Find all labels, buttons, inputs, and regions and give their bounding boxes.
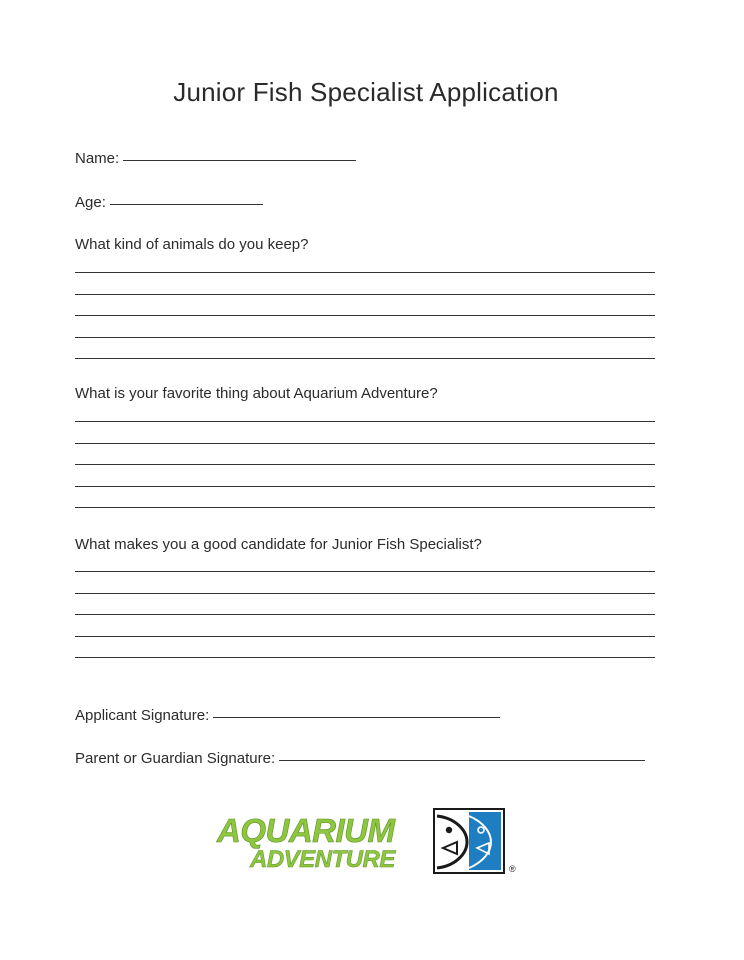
age-field: [75, 194, 263, 211]
answer-line[interactable]: [75, 657, 655, 658]
applicant-signature-blank[interactable]: [213, 716, 500, 718]
question-1: What kind of animals do you keep?: [75, 236, 309, 253]
guardian-signature-label: Parent or Guardian Signature:: [75, 750, 276, 767]
age-blank[interactable]: [110, 203, 263, 205]
answer-line[interactable]: [75, 421, 655, 422]
aquarium-adventure-logo: [215, 808, 520, 880]
guardian-signature-field: [75, 750, 645, 767]
answer-line[interactable]: [75, 507, 655, 508]
age-label: Age:: [75, 194, 106, 211]
name-field: [75, 150, 356, 167]
question-2: What is your favorite thing about Aquarium Adventure?: [75, 385, 438, 402]
answer-lines-1[interactable]: [75, 272, 655, 380]
guardian-signature-blank[interactable]: [279, 759, 645, 761]
fish-face-icon: [433, 808, 505, 874]
answer-line[interactable]: [75, 636, 655, 637]
question-3: What makes you a good candidate for Junior Fish Specialist?: [75, 536, 482, 553]
answer-line[interactable]: [75, 272, 655, 273]
answer-line[interactable]: [75, 464, 655, 465]
logo-line-1: AQUARIUM: [217, 812, 395, 849]
answer-line[interactable]: [75, 315, 655, 316]
answer-line[interactable]: [75, 571, 655, 572]
answer-line[interactable]: [75, 337, 655, 338]
answer-lines-2[interactable]: [75, 421, 655, 529]
applicant-signature-label: Applicant Signature:: [75, 707, 210, 724]
answer-line[interactable]: [75, 593, 655, 594]
applicant-signature-field: [75, 707, 500, 724]
page-title: Junior Fish Specialist Application: [173, 77, 559, 107]
answer-line[interactable]: [75, 443, 655, 444]
logo-line-2: ADVENTURE: [250, 846, 395, 873]
answer-line[interactable]: [75, 486, 655, 487]
name-blank[interactable]: [123, 159, 356, 161]
answer-line[interactable]: [75, 358, 655, 359]
registered-mark: ®: [509, 864, 516, 874]
answer-line[interactable]: [75, 614, 655, 615]
answer-lines-3[interactable]: [75, 571, 655, 679]
name-label: Name:: [75, 150, 120, 167]
answer-line[interactable]: [75, 294, 655, 295]
